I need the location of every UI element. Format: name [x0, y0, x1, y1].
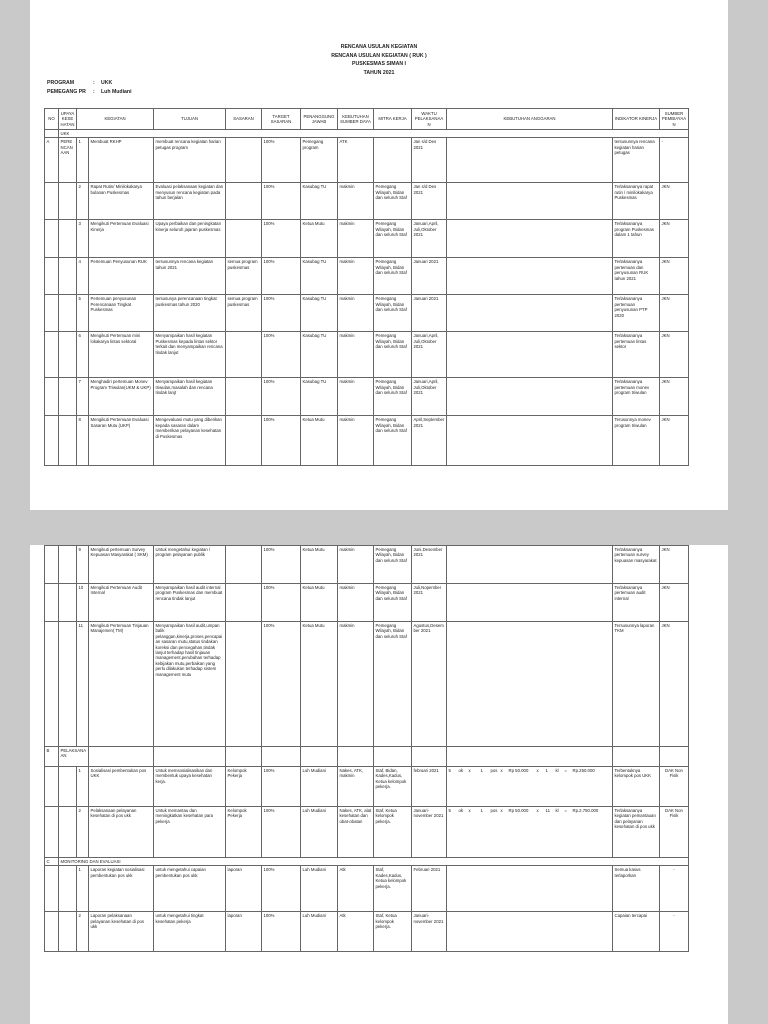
row-number: 2	[77, 912, 89, 952]
table-row	[45, 584, 689, 622]
row-pembiayaan: -	[660, 866, 689, 912]
section-blank-cell	[447, 747, 613, 767]
table-row	[45, 138, 689, 183]
row-upaya	[59, 912, 77, 952]
anggaran-part: 1	[480, 808, 483, 813]
row-pembiayaan: JKN	[660, 546, 689, 584]
row-no	[45, 220, 59, 258]
column-header-kebutuhan-anggaran: KEBUTUHAN ANGGARAN	[447, 109, 613, 130]
row-anggaran	[447, 912, 613, 952]
row-pembiayaan: JKN	[660, 622, 689, 747]
row-sumber-daya: makmin	[338, 622, 374, 747]
document-page-2	[30, 545, 728, 1024]
row-penanggung-jawab: Kasubag TU	[301, 183, 338, 220]
row-target: 100%	[262, 807, 301, 858]
row-anggaran	[447, 546, 613, 584]
row-kegiatan: Pertemuan Penyusunan RUK	[89, 258, 154, 295]
anggaran-part: 1	[545, 768, 548, 773]
program-value: UKK	[101, 80, 113, 86]
row-sumber-daya: makmin	[338, 546, 374, 584]
row-kegiatan: Laporan kegiatan sosialisasi pembentukan pos ukk	[89, 866, 154, 912]
table-row	[45, 546, 689, 584]
anggaran-part: x	[536, 808, 539, 813]
section-c-header	[45, 858, 689, 866]
row-penanggung-jawab: Luh Mudiani	[301, 866, 338, 912]
row-target: 100%	[262, 546, 301, 584]
row-penanggung-jawab: Luh Mudiani	[301, 912, 338, 952]
row-number: 3	[77, 220, 89, 258]
anggaran-part: pos	[490, 768, 498, 773]
section-blank-cell	[154, 747, 226, 767]
row-target: 100%	[262, 584, 301, 622]
ukk-label-spacer	[45, 130, 59, 138]
ukk-label: UKK	[59, 130, 689, 138]
row-waktu: Januari 2021	[412, 295, 447, 332]
row-waktu: Februari 2021	[412, 866, 447, 912]
row-indikator: Tersusunnya laporan TKM	[613, 622, 660, 747]
row-upaya	[59, 332, 77, 378]
column-header-target-sasaran: TARGET SASARAN	[262, 109, 301, 130]
row-kegiatan: Pertemuan penyusunan Perencanaan Tingkat Puskesmas	[89, 295, 154, 332]
row-no	[45, 258, 59, 295]
row-indikator: Terusunnya monev program triwulan	[613, 416, 660, 466]
row-no	[45, 546, 59, 584]
anggaran-part: ok	[458, 808, 464, 813]
row-indikator: tersusunnya rencana kegiatan harian petugas	[613, 138, 660, 183]
row-waktu: Juni,Desember 2021	[412, 546, 447, 584]
table-row	[45, 767, 689, 807]
row-pembiayaan: JKN	[660, 295, 689, 332]
row-number: 2	[77, 183, 89, 220]
row-tujuan: Menyampaikan hasil kegiatan triwulan,masalah dan rencana tindak lanjt	[154, 378, 226, 416]
row-sasaran	[226, 332, 262, 378]
anggaran-part: 5	[448, 768, 451, 773]
section-blank-cell	[301, 747, 338, 767]
row-indikator: Terlaksananya kegiatan pemantauan dan pelayanan kesehatan di pos ukk	[613, 807, 660, 858]
row-no	[45, 416, 59, 466]
section-blank-cell	[89, 747, 154, 767]
row-waktu: februari 2021	[412, 767, 447, 807]
row-kegiatan: Membuat RKHP	[89, 138, 154, 183]
section-blank-cell	[338, 747, 374, 767]
row-kegiatan: Rapat Rutin/ Minilokakarya bulanan Puskesmas	[89, 183, 154, 220]
anggaran-part: Rp.2.750.000	[572, 808, 599, 813]
row-number: 2	[77, 807, 89, 858]
row-tujuan: Untuk memantau dan meningkatkan kesehatan para pekerja	[154, 807, 226, 858]
table-row	[45, 258, 689, 295]
anggaran-part: x	[500, 768, 503, 773]
row-sumber-daya: Nakes, ATK, alat kesehatan dan obat-obatan	[338, 807, 374, 858]
row-mitra-kerja: Pemegang Wilayah, Bidan dan seluruh Staf	[374, 416, 412, 466]
row-sasaran	[226, 138, 262, 183]
row-tujuan: Mengevaluasi mutu yang diberikan kepada sasaran dalam memberikan pelayanan kesehatan di Puskesmas	[154, 416, 226, 466]
row-sasaran: laporan	[226, 912, 262, 952]
row-upaya	[59, 584, 77, 622]
row-tujuan: Evaluasi pelaksanaan kegiatan dan menyusun rencana kegiatan pada tahun berjalan	[154, 183, 226, 220]
column-header-kegiatan: KEGIATAN	[77, 109, 154, 130]
row-sumber-daya: makmin	[338, 183, 374, 220]
row-pembiayaan: JKN	[660, 416, 689, 466]
row-sumber-daya: makmin	[338, 584, 374, 622]
row-target: 100%	[262, 183, 301, 220]
column-header-tujuan: TUJUAN	[154, 109, 226, 130]
row-mitra-kerja: Pemegang Wilayah, Bidan dan seluruh Staf	[374, 220, 412, 258]
row-sasaran	[226, 220, 262, 258]
row-waktu: Januari-november 2021	[412, 807, 447, 858]
row-no	[45, 622, 59, 747]
activity-table-page-1	[44, 108, 689, 466]
row-sasaran: semua program puskesmas	[226, 295, 262, 332]
row-sumber-daya: makmin	[338, 295, 374, 332]
row-waktu: Januari-november 2021	[412, 912, 447, 952]
anggaran-part: kl	[555, 808, 559, 813]
row-no	[45, 912, 59, 952]
row-kegiatan: Mengikuti pertemuan Survey Kepuasan Masyarakat ( SKM)	[89, 546, 154, 584]
row-pembiayaan: JKN	[660, 258, 689, 295]
column-header-waktu-pelaksanaan: WAKTU PELAKSANAAN	[412, 109, 447, 130]
row-tujuan: untuk mengetahui capaian pembentukan pos ukk	[154, 866, 226, 912]
table-row	[45, 866, 689, 912]
row-sumber-daya: Atk	[338, 866, 374, 912]
row-kegiatan: Mengikuti Pertemuan Tinjauan Manajemen( TM)	[89, 622, 154, 747]
row-tujuan: Menyampaikan hasil kegiatan Puskesmas kepada lintas sektor terkait dan menyampaikan rencana tindak lanjut	[154, 332, 226, 378]
row-pembiayaan: -	[660, 138, 689, 183]
row-target: 100%	[262, 138, 301, 183]
row-waktu: Januari,April, Juli,Oktober 2021	[412, 332, 447, 378]
row-sasaran	[226, 183, 262, 220]
row-no	[45, 767, 59, 807]
row-upaya	[59, 220, 77, 258]
row-anggaran	[447, 866, 613, 912]
row-target: 100%	[262, 622, 301, 747]
row-penanggung-jawab: Ketua Mutu	[301, 546, 338, 584]
row-no	[45, 295, 59, 332]
column-header-sumber-pembiayaan: SUMBER PEMBIAYAAN	[660, 109, 689, 130]
row-tujuan: membuat rencana kegiatan harian petugas program	[154, 138, 226, 183]
row-waktu: Januari,April, Juli,Oktober 2021	[412, 378, 447, 416]
table-row	[45, 295, 689, 332]
row-penanggung-jawab: Luh Mudiani	[301, 807, 338, 858]
section-no: B	[45, 747, 59, 767]
anggaran-part: kl	[555, 768, 559, 773]
row-pembiayaan: JKN	[660, 332, 689, 378]
row-mitra-kerja: Staf, Kades,Kadus, Ketua kelompok pekerja.	[374, 866, 412, 912]
pj-colon: :	[93, 89, 95, 95]
row-pembiayaan: JKN	[660, 220, 689, 258]
row-anggaran	[447, 332, 613, 378]
row-indikator: Semua kasus terlaporkan	[613, 866, 660, 912]
row-anggaran	[447, 416, 613, 466]
row-indikator: Capaian tercapai	[613, 912, 660, 952]
row-anggaran	[447, 622, 613, 747]
row-penanggung-jawab: Kasubag TU	[301, 378, 338, 416]
row-indikator: Terlaksananya pertemuan penyusunan PTP 2020	[613, 295, 660, 332]
row-kegiatan: Sosialisasi pembentukan pos UKK	[89, 767, 154, 807]
row-tujuan: tersusunnya rencana kegiatan tahun 2021	[154, 258, 226, 295]
row-target: 100%	[262, 378, 301, 416]
row-mitra-kerja: Staf, Ketua kelompok pekerja.	[374, 912, 412, 952]
program-colon: :	[93, 80, 95, 86]
row-pembiayaan: JKN	[660, 183, 689, 220]
row-upaya	[59, 416, 77, 466]
anggaran-part: x	[468, 808, 471, 813]
row-indikator: Terlaksananya pertemuan audit internal	[613, 584, 660, 622]
row-waktu: Januari,April, Juli,Oktober 2021	[412, 220, 447, 258]
row-pembiayaan: JKN	[660, 584, 689, 622]
row-indikator: Terlaksananya pertemuan dan penyusunan RUK tahun 2021	[613, 258, 660, 295]
row-number: 4	[77, 258, 89, 295]
row-anggaran	[447, 807, 613, 858]
row-sumber-daya: makmin	[338, 378, 374, 416]
table-row	[45, 183, 689, 220]
row-number: 8	[77, 416, 89, 466]
row-target: 100%	[262, 295, 301, 332]
table-row	[45, 378, 689, 416]
row-tujuan: Menyampaikan hasil audit internal program Puskesmas dan membuat rencana tindak lanjut	[154, 584, 226, 622]
row-pembiayaan: JKN	[660, 378, 689, 416]
row-kegiatan: Mengikuti Pertemuan Audit Internal	[89, 584, 154, 622]
heading-line-3: PUSKESMAS SIMAN I	[352, 61, 406, 67]
table-row	[45, 416, 689, 466]
row-mitra-kerja: Pemegang Wilayah, Bidan dan seluruh Staf	[374, 546, 412, 584]
row-waktu: Agustus,Desember 2021	[412, 622, 447, 747]
anggaran-part: x	[536, 768, 539, 773]
row-kegiatan: Mengikuti Pertemuan Evaluasi Sasaran Mutu (UKP)	[89, 416, 154, 466]
anggaran-part: Rp 50.000	[508, 768, 529, 773]
row-mitra-kerja: Pemegang Wilayah, Bidan dan seluruh Staf	[374, 332, 412, 378]
row-pembiayaan: DAK Non Fisik	[660, 767, 689, 807]
row-tujuan: Untuk mengetahui kegiatan / program pelayanan publik	[154, 546, 226, 584]
row-penanggung-jawab: Kasubag TU	[301, 332, 338, 378]
row-anggaran	[447, 138, 613, 183]
row-sasaran	[226, 622, 262, 747]
row-pembiayaan: DAK Non Fisik	[660, 807, 689, 858]
pj-value: Luh Mudiani	[101, 89, 132, 95]
row-no	[45, 378, 59, 416]
row-indikator: Terlaksananya pertemuan survey kepuasan masyarakat	[613, 546, 660, 584]
row-target: 100%	[262, 416, 301, 466]
column-header-upaya-kesehatan: UPAYA KESEHATAN	[59, 109, 77, 130]
anggaran-part: 5	[448, 808, 451, 813]
row-upaya	[59, 546, 77, 584]
section-no: C	[45, 858, 59, 866]
row-sasaran: Kelompok Pekerja	[226, 767, 262, 807]
row-sasaran: Kelompok Pekerja	[226, 807, 262, 858]
row-tujuan: Upaya perbaikan dan peningkatan kinerja seluruh jajaran puskesmas	[154, 220, 226, 258]
row-indikator: Terbentuknya kelompok pos UKK	[613, 767, 660, 807]
table-row	[45, 912, 689, 952]
anggaran-part: Rp 50.000	[508, 808, 529, 813]
section-blank-cell	[660, 747, 689, 767]
row-sumber-daya: Atk	[338, 912, 374, 952]
program-label: PROGRAM	[47, 80, 75, 86]
row-waktu: April,September 2021	[412, 416, 447, 466]
row-sasaran: semua program puskesmas	[226, 258, 262, 295]
anggaran-part: 1	[480, 768, 483, 773]
row-sasaran	[226, 416, 262, 466]
row-tujuan: tersusunya perencanaan tingkat puskesmas tahun 2020	[154, 295, 226, 332]
pj-label: PEMEGANG PR	[47, 89, 86, 95]
row-anggaran	[447, 220, 613, 258]
row-penanggung-jawab: Ketua Mutu	[301, 622, 338, 747]
row-number: 11	[77, 622, 89, 747]
row-anggaran	[447, 767, 613, 807]
row-upaya	[59, 378, 77, 416]
row-penanggung-jawab: Ketua Mutu	[301, 220, 338, 258]
row-target: 100%	[262, 220, 301, 258]
section-b-header	[45, 747, 689, 767]
row-no	[45, 332, 59, 378]
row-waktu: Januari 2021	[412, 258, 447, 295]
row-upaya	[59, 622, 77, 747]
row-anggaran	[447, 183, 613, 220]
row-waktu: Jan s/d Des 2021	[412, 183, 447, 220]
anggaran-part: x	[468, 768, 471, 773]
row-target: 100%	[262, 767, 301, 807]
row-upaya	[59, 183, 77, 220]
anggaran-part: ok	[458, 768, 464, 773]
row-sasaran: laporan	[226, 866, 262, 912]
row-anggaran	[447, 584, 613, 622]
row-kegiatan: Mengikuti Pertemuan mini lokakarya lintas sektoral	[89, 332, 154, 378]
row-sumber-daya: Nakes, ATK, makmin	[338, 767, 374, 807]
anggaran-part: =	[564, 808, 568, 813]
anggaran-part: pos	[490, 808, 498, 813]
row-penanggung-jawab: Pemegang program	[301, 138, 338, 183]
heading-line-2: RENCANA USULAN KEGIATAN ( RUK )	[331, 52, 427, 59]
row-tujuan: Untuk memsosialisasikan dan membentuk upaya kesehatan kerja.	[154, 767, 226, 807]
pj-line	[47, 89, 132, 95]
row-anggaran	[447, 378, 613, 416]
row-mitra-kerja	[374, 138, 412, 183]
table-row	[45, 622, 689, 747]
row-anggaran	[447, 258, 613, 295]
row-number: 10	[77, 584, 89, 622]
row-upaya: PERENCANAAN	[59, 138, 77, 183]
row-sasaran	[226, 378, 262, 416]
program-line	[47, 80, 112, 86]
row-number: 9	[77, 546, 89, 584]
row-mitra-kerja: Pemegang Wilayah, Bidan dan seluruh Staf	[374, 378, 412, 416]
table-row	[45, 807, 689, 858]
row-number: 1	[77, 138, 89, 183]
row-sasaran	[226, 546, 262, 584]
row-sumber-daya: makmin	[338, 416, 374, 466]
row-upaya	[59, 295, 77, 332]
row-number: 1	[77, 866, 89, 912]
column-header-sasaran: SASARAN	[226, 109, 262, 130]
row-no	[45, 807, 59, 858]
row-target: 100%	[262, 912, 301, 952]
row-tujuan: Menyampaikan hasil audit,umpan balik pelanggan,kinerja,proses,pencapaian sasaran mutu,status tindakan koreksi dan pencegahan,tindak lanjut terhadap hasil tinjauan management,perubahan terhadap kebijakan mutu,perbaikan yang perlu dilakukan terhadap sistem management mutu	[154, 622, 226, 747]
table-row	[45, 332, 689, 378]
row-sumber-daya: makmin	[338, 220, 374, 258]
row-mitra-kerja: Pemegang Wilayah, Bidan dan seluruh Staf	[374, 295, 412, 332]
row-number: 1	[77, 767, 89, 807]
row-sumber-daya: ATK	[338, 138, 374, 183]
row-number: 7	[77, 378, 89, 416]
heading-line-1: RENCANA USULAN KEGIATAN	[340, 44, 418, 50]
row-sasaran	[226, 584, 262, 622]
row-kegiatan: Menghadiri pertemuan Monev Program Triwulan(UKM & UKP)	[89, 378, 154, 416]
column-header-kebutuhan-sumber-daya: KEBUTUHAN SUMBER DAYA	[338, 109, 374, 130]
column-header-no: NO	[45, 109, 59, 130]
column-header-penanggung-jawab: PENANGGUNG JAWAB	[301, 109, 338, 130]
column-header-mitra-kerja: MITRA KERJA	[374, 109, 412, 130]
document-page-1	[30, 0, 728, 510]
section-blank-cell	[412, 747, 447, 767]
row-penanggung-jawab: Kasubag TU	[301, 295, 338, 332]
row-no	[45, 183, 59, 220]
row-upaya	[59, 258, 77, 295]
activity-table-page-2	[44, 545, 689, 952]
heading-line-4: TAHUN 2021	[363, 69, 395, 76]
section-blank-cell	[226, 747, 262, 767]
section-blank-cell	[262, 747, 301, 767]
row-number: 5	[77, 295, 89, 332]
row-tujuan: untuk mengetahui tingkat kesehatan pekerja	[154, 912, 226, 952]
row-penanggung-jawab: Ketua Mutu	[301, 584, 338, 622]
row-sumber-daya: makmin	[338, 258, 374, 295]
row-mitra-kerja: Pemegang Wilayah, Bidan dan seluruh Staf	[374, 622, 412, 747]
row-upaya	[59, 767, 77, 807]
row-no	[45, 584, 59, 622]
row-indikator: Terlaksananya pertemuan lintas sektor	[613, 332, 660, 378]
row-mitra-kerja: Pemegang Wilayah, Bidan dan seluruh Staf	[374, 258, 412, 295]
anggaran-part: x	[500, 808, 503, 813]
section-label: MONITORING DAN EVALUASI	[59, 858, 689, 866]
row-penanggung-jawab: Ketua Mutu	[301, 416, 338, 466]
row-target: 100%	[262, 258, 301, 295]
row-indikator: Terlaksananya program Puskesmas dalam 1 tahun	[613, 220, 660, 258]
row-upaya	[59, 807, 77, 858]
anggaran-part: =	[564, 768, 568, 773]
anggaran-part: Rp.250.000	[572, 768, 595, 773]
column-header-indikator-kinerja: INDIKATOR KINERJA	[613, 109, 660, 130]
row-target: 100%	[262, 866, 301, 912]
row-mitra-kerja: Staf, Bidan, Kades,Kadus, Ketua kelompok pekerja.	[374, 767, 412, 807]
row-mitra-kerja: Staf, Ketua kelompok pekerja.	[374, 807, 412, 858]
row-indikator: Terlaksananya rapat rutin / minilokakarya Puskesmas	[613, 183, 660, 220]
row-kegiatan: Mengikuti Pertemuan Evaluasi Kinerja	[89, 220, 154, 258]
table-row	[45, 220, 689, 258]
section-label: PELAKSANAAN	[59, 747, 89, 767]
document-heading	[30, 43, 728, 77]
row-penanggung-jawab: Kasubag TU	[301, 258, 338, 295]
row-sumber-daya: makmin	[338, 332, 374, 378]
row-mitra-kerja: Pemegang Wilayah, Bidan dan seluruh Staf	[374, 183, 412, 220]
row-indikator: Terlaksananya pertemuan monev program triwulan	[613, 378, 660, 416]
anggaran-part: 11	[545, 808, 550, 813]
row-upaya	[59, 866, 77, 912]
row-anggaran	[447, 295, 613, 332]
row-pembiayaan: -	[660, 912, 689, 952]
row-no	[45, 866, 59, 912]
row-waktu: Juli,Nopember 2021	[412, 584, 447, 622]
section-blank-cell	[374, 747, 412, 767]
row-mitra-kerja: Pemegang Wilayah, Bidan dan seluruh Staf	[374, 584, 412, 622]
row-kegiatan: Pelaksanaan pelayanan kesehatan di pos ukk	[89, 807, 154, 858]
row-kegiatan: Laporan pelaksanaan pelayanan kesehatan di pos ukk	[89, 912, 154, 952]
row-number: 6	[77, 332, 89, 378]
row-waktu: Jan s/d Des 2021	[412, 138, 447, 183]
section-blank-cell	[613, 747, 660, 767]
row-target: 100%	[262, 332, 301, 378]
row-penanggung-jawab: Luh Mudiani	[301, 767, 338, 807]
row-no: A	[45, 138, 59, 183]
